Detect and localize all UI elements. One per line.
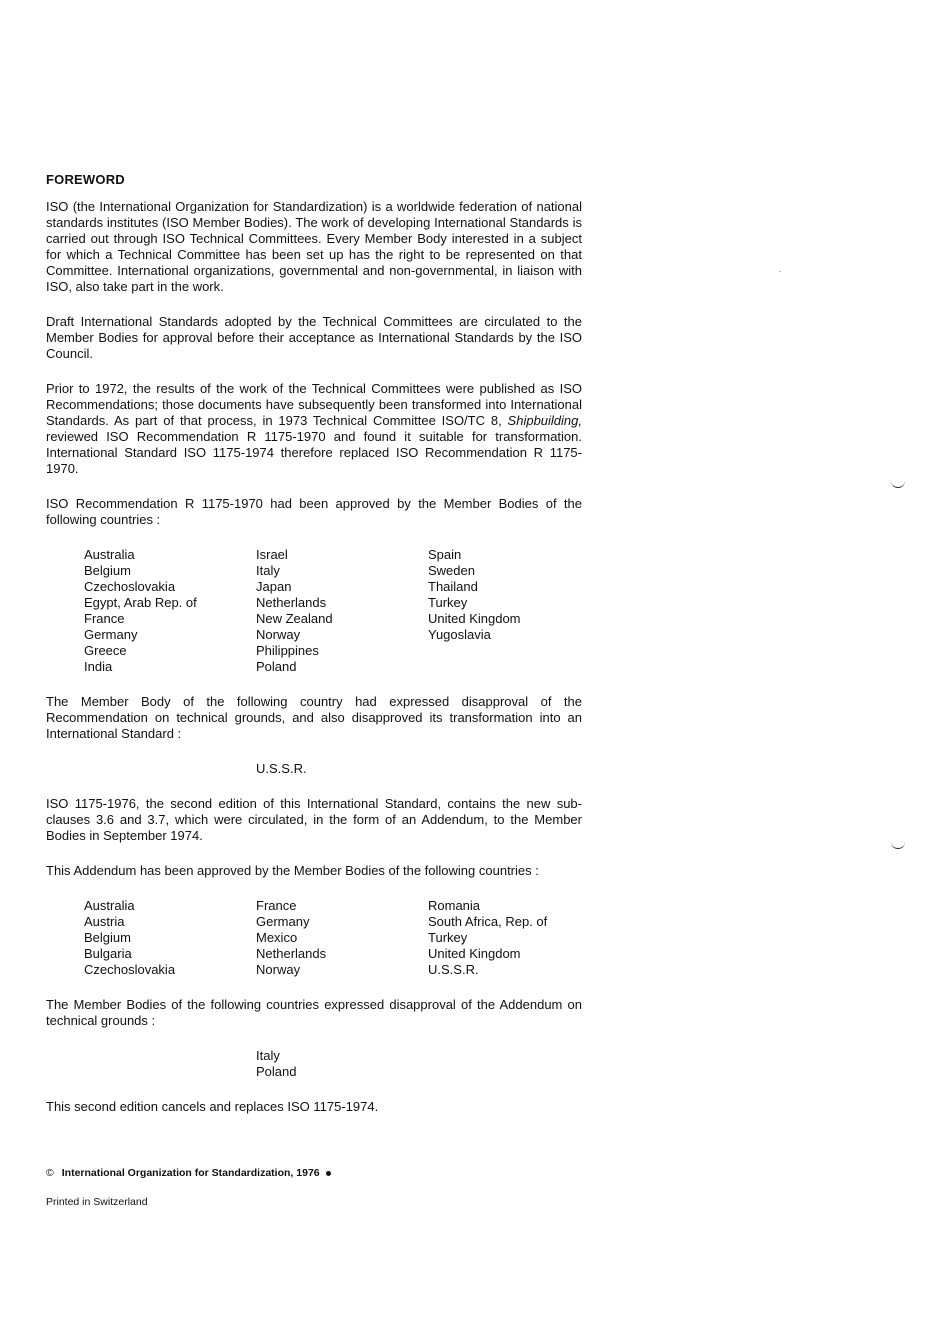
paragraph-history (46, 381, 582, 477)
country-item: Netherlands (256, 946, 327, 961)
country-item: Spain (428, 547, 462, 562)
country-item: Italy (256, 1048, 280, 1063)
country-item: Egypt, Arab Rep. of (84, 595, 197, 610)
country-item: Philippines (256, 643, 319, 658)
paragraph-second-edition: ISO 1175-1976, the second edition of this International Standard, contains the new sub-clauses 3.6 and 3.7, which were circulated, in the form of an Addendum, to the Member Bodies in September 1974. (46, 796, 582, 843)
paragraph-disapproval-1970: The Member Body of the following country had expressed disapproval of the Recommendation on technical grounds, and also disapproved its transformation into an International Standard : (46, 694, 582, 741)
paragraph-addendum-disapproval: The Member Bodies of the following countries expressed disapproval of the Addendum on technical grounds : (46, 997, 582, 1028)
paragraph-approval-1970: ISO Recommendation R 1175-1970 had been approved by the Member Bodies of the following countries : (46, 496, 582, 527)
country-item: Thailand (428, 579, 478, 594)
country-item: Mexico (256, 930, 298, 945)
history-text-a: Prior to 1972, the results of the work of the Technical Committees were published as ISO Recommendations; those documents have subsequently been transformed into International Standards. As part of that process, in 1973 Technical Committee ISO/TC 8, (46, 381, 582, 428)
country-item: Czechoslovakia (84, 579, 176, 594)
history-italic-term: Shipbuilding, (507, 413, 582, 428)
country-item: United Kingdom (428, 611, 521, 626)
country-item: Turkey (428, 930, 468, 945)
country-item: Poland (256, 1064, 297, 1079)
country-item: Norway (256, 627, 301, 642)
country-column-1 (84, 898, 256, 978)
country-column-1 (84, 547, 256, 675)
country-item: Belgium (84, 563, 131, 578)
country-item: Czechoslovakia (84, 962, 176, 977)
approval-addendum-country-list (84, 898, 582, 978)
foreword-page (46, 172, 582, 1134)
country-column-2 (256, 547, 428, 675)
country-column-2 (256, 898, 428, 978)
country-item: Netherlands (256, 595, 327, 610)
country-item: Romania (428, 898, 481, 913)
history-text-b: reviewed ISO Recommendation R 1175-1970 and found it suitable for transformation. International Standard ISO 1175-1974 therefore replaced ISO Recommendation R 1175-1970. (46, 429, 582, 476)
country-item: U.S.S.R. (428, 962, 479, 977)
country-item: Bulgaria (84, 946, 132, 961)
country-item: France (84, 611, 125, 626)
margin-mark-icon (891, 481, 905, 488)
country-item: United Kingdom (428, 946, 521, 961)
approval-1970-country-list (84, 547, 582, 675)
foreword-heading: FOREWORD (46, 172, 125, 187)
country-item: France (256, 898, 297, 913)
country-item: U.S.S.R. (256, 761, 307, 776)
country-item: Yugoslavia (428, 627, 491, 642)
country-column-3 (428, 898, 588, 978)
copyright-line (46, 1166, 331, 1180)
country-item: Israel (256, 547, 288, 562)
country-item: Australia (84, 547, 135, 562)
country-item: Japan (256, 579, 292, 594)
country-item: Greece (84, 643, 127, 658)
disapproval-1970-country-list (256, 761, 582, 777)
country-item: Poland (256, 659, 297, 674)
disapproval-addendum-country-list (256, 1048, 582, 1080)
country-item: South Africa, Rep. of (428, 914, 548, 929)
paragraph-addendum-approval: This Addendum has been approved by the Member Bodies of the following countries : (46, 863, 539, 878)
country-item: Turkey (428, 595, 468, 610)
country-item: Austria (84, 914, 125, 929)
country-item: Germany (84, 627, 138, 642)
margin-mark-icon (891, 842, 905, 849)
country-item: India (84, 659, 113, 674)
copyright-icon: © (46, 1167, 54, 1179)
paragraph-iso-intro: ISO (the International Organization for Standardization) is a worldwide federation of national standards institutes (ISO Member Bodies). The work of developing International Standards is carried out through ISO Technical Committees. Every Member Body interested in a subject for which a Technical Committee has been set up has the right to be represented on that Committee. International organizations, governmental and non-governmental, in liaison with ISO, also take part in the work. (46, 199, 582, 294)
country-item: Sweden (428, 563, 475, 578)
copyright-text: International Organization for Standardization, 1976 (61, 1167, 320, 1179)
paragraph-draft-standards: Draft International Standards adopted by the Technical Committees are circulated to the Member Bodies for approval before their acceptance as International Standards by the ISO Council. (46, 314, 582, 361)
bullet-dot-icon (326, 1171, 331, 1176)
country-item: Australia (84, 898, 135, 913)
country-item: Belgium (84, 930, 131, 945)
country-item: Germany (256, 914, 310, 929)
country-item: Norway (256, 962, 301, 977)
scan-speck (779, 271, 781, 272)
country-column-3 (428, 547, 588, 675)
country-item: Italy (256, 563, 280, 578)
country-item: New Zealand (256, 611, 333, 626)
paragraph-cancels: This second edition cancels and replaces ISO 1175-1974. (46, 1099, 379, 1114)
printed-in-line: Printed in Switzerland (46, 1196, 148, 1208)
